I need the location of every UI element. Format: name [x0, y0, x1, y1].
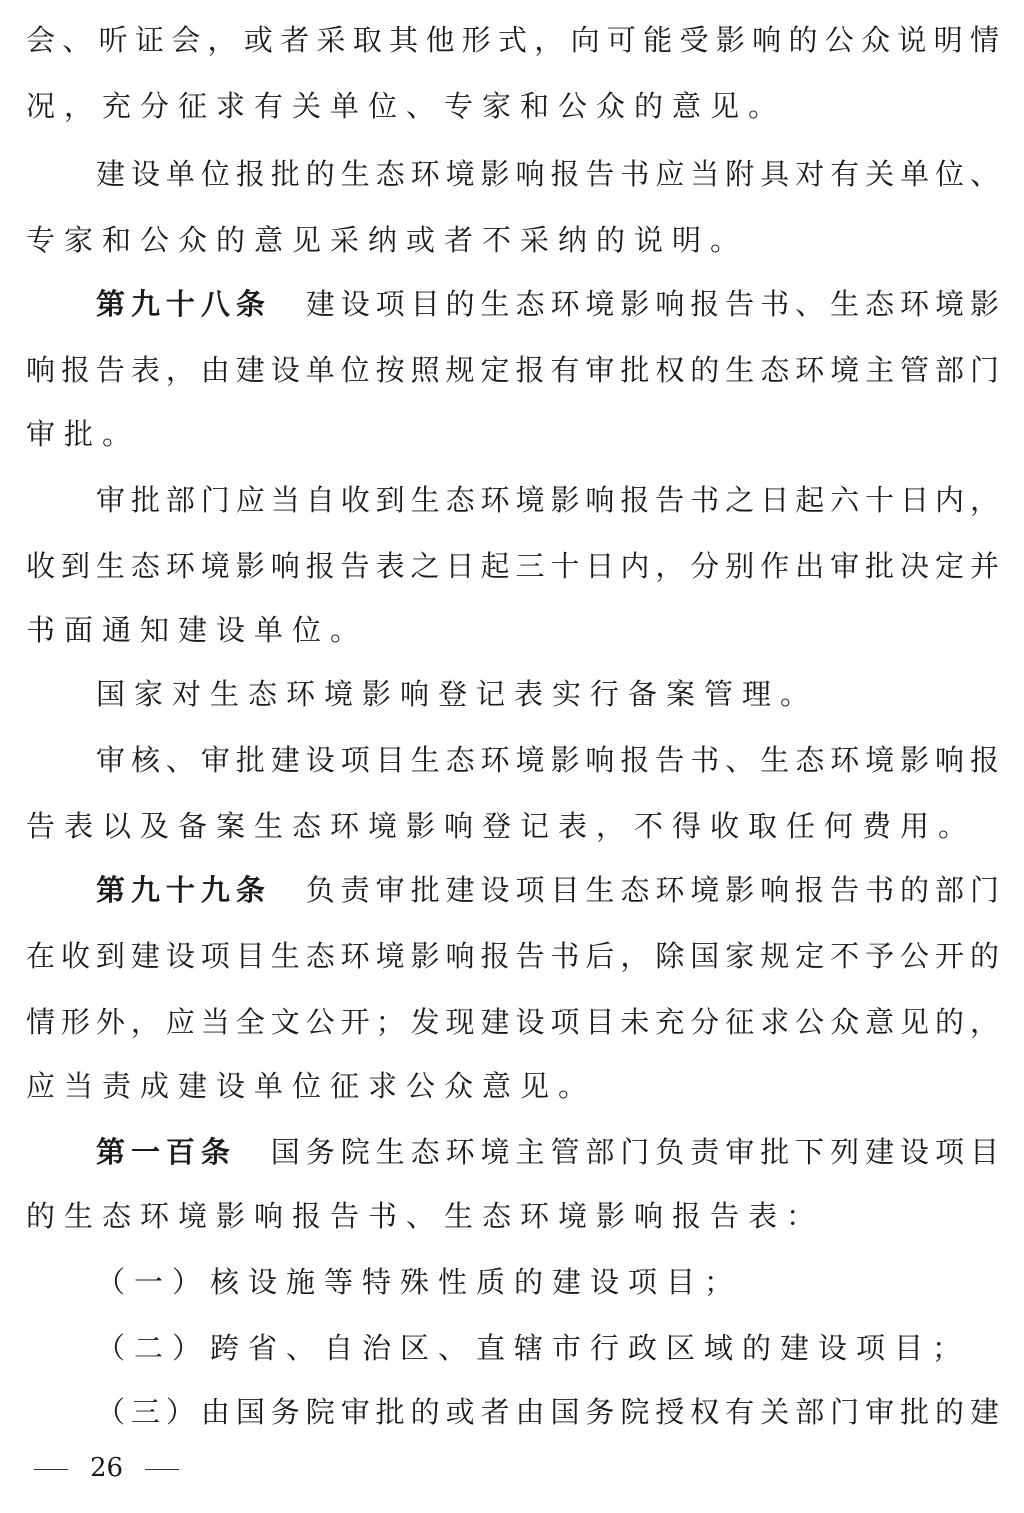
- article-99-first-line: [96, 864, 1000, 916]
- text-line-4: 专家和公众的意见采纳或者不采纳的说明。: [26, 223, 749, 257]
- text-line-3: 建设单位报批的生态环境影响报告书应当附具对有关单位、: [96, 157, 1000, 191]
- article-100-first-line: [96, 1126, 1000, 1178]
- article-99-heading: 第九十九条: [96, 873, 271, 907]
- text-line-6: 响报告表，由建设单位按照规定报有审批权的生态环境主管部门: [26, 353, 1000, 387]
- text-line-12: 审核、审批建设项目生态环境影响报告书、生态环境影响报: [96, 743, 1000, 777]
- text-line-14: 负责审批建设项目生态环境影响报告书的部门: [300, 873, 1000, 907]
- text-line-2: 况，充分征求有关单位、专家和公众的意见。: [26, 89, 787, 123]
- list-item-3: （三）由国务院审批的或者由国务院授权有关部门审批的建: [96, 1395, 1000, 1429]
- text-line-13: 告表以及备案生态环境影响登记表，不得收取任何费用。: [26, 809, 977, 843]
- article-98-heading: 第九十八条: [96, 287, 271, 321]
- list-item-1: （一）核设施等特殊性质的建设项目；: [96, 1265, 743, 1299]
- text-line-10: 书面通知建设单位。: [26, 613, 369, 647]
- article-100-heading: 第一百条: [96, 1135, 236, 1169]
- page-footer: [34, 1448, 179, 1488]
- text-line-11: 国家对生态环境影响登记表实行备案管理。: [96, 677, 819, 711]
- footer-dash-left: [34, 1469, 68, 1470]
- text-line-18: 国务院生态环境主管部门负责审批下列建设项目: [265, 1135, 1000, 1169]
- text-line-9: 收到生态环境影响报告表之日起三十日内，分别作出审批决定并: [26, 549, 1000, 583]
- footer-dash-right: [145, 1469, 179, 1470]
- text-line-1: 会、听证会，或者采取其他形式，向可能受影响的公众说明情: [26, 23, 1000, 57]
- text-line-15: 在收到建设项目生态环境影响报告书后，除国家规定不予公开的: [26, 939, 1000, 973]
- text-line-19: 的生态环境影响报告书、生态环境影响报告表：: [26, 1199, 825, 1233]
- text-line-8: 审批部门应当自收到生态环境影响报告书之日起六十日内，: [96, 483, 1000, 517]
- page-number: 26: [90, 1453, 124, 1483]
- text-line-5: 建设项目的生态环境影响报告书、生态环境影: [300, 287, 1000, 321]
- text-line-16: 情形外，应当全文公开；发现建设项目未充分征求公众意见的，: [26, 1005, 1000, 1039]
- list-item-2: （二）跨省、自治区、直辖市行政区域的建设项目；: [96, 1331, 971, 1365]
- text-line-7: 审批。: [26, 417, 141, 451]
- article-98-first-line: [96, 278, 1000, 330]
- text-line-17: 应当责成建设单位征求公众意见。: [26, 1069, 597, 1103]
